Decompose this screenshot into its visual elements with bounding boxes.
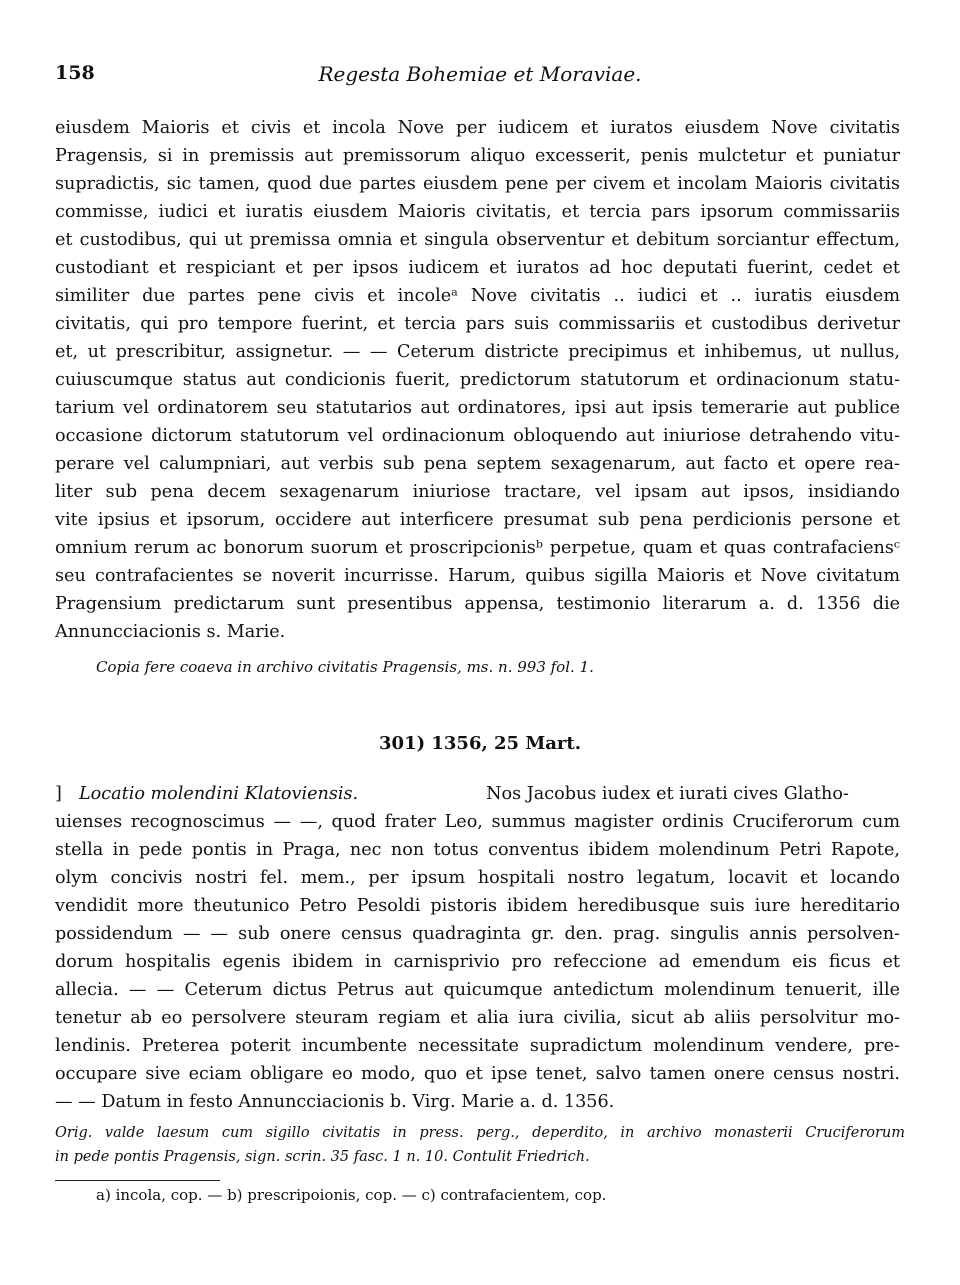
text-line: vendidit more theutunico Petro Pesoldi pistoris ibidem heredibusque suis iure hereditario (55, 896, 900, 916)
document-heading: 301) 1356, 25 Mart. (379, 733, 581, 754)
text-line: Annuncciacionis s. Marie. (55, 622, 286, 642)
text-line: cuiuscumque status aut condicionis fuerit, predictorum statutorum et ordinacionum statu- (55, 370, 900, 390)
text-line: commisse, iudici et iuratis eiusdem Maioris civitatis, et tercia pars ipsorum commissariis (55, 202, 900, 222)
text-line: stella in pede pontis in Praga, nec non totus conventus ibidem molendinum Petri Rapote, (55, 840, 900, 860)
page-number: 158 (55, 62, 95, 84)
footnotes: a) incola, cop. — b) prescripoionis, cop. — c) contrafacientem, cop. (96, 1186, 607, 1204)
document-first-line (55, 780, 900, 808)
text-line: lendinis. Preterea poterit incumbente necessitate supradictum molendinum vendere, pre- (55, 1036, 900, 1056)
text-line: liter sub pena decem sexagenarum iniuriose tractare, vel ipsam aut ipsos, insidiando (55, 482, 900, 502)
text-line: vite ipsius et ipsorum, occidere aut interficere presumat sub pena perdicionis persone et (55, 510, 900, 530)
document-body (55, 780, 900, 1116)
note-line: Orig. valde laesum cum sigillo civitatis in press. perg., deperdito, in archivo monasterii Cruciferorum (55, 1125, 905, 1141)
text-line: eiusdem Maioris et civis et incola Nove per iudicem et iuratos eiusdem Nove civitatis (55, 118, 900, 138)
original-source-note (55, 1121, 905, 1169)
text-line: similiter due partes pene civis et incoleᵃ Nove civitatis .. iudici et .. iuratis eiusdem (55, 286, 900, 306)
text-line: civitatis, qui pro tempore fuerint, et tercia pars suis commissariis et custodibus derivetur (55, 314, 900, 334)
text-line: Pragensis, si in premissis aut premissorum aliquo excesserit, penis mulctetur et puniatur (55, 146, 900, 166)
running-head: Regesta Bohemiae et Moraviae. (318, 62, 642, 86)
source-note: Copia fere coaeva in archivo civitatis Pragensis, ms. n. 993 fol. 1. (96, 658, 594, 676)
text-line: seu contrafacientes se noverit incurrisse. Harum, quibus sigilla Maioris et Nove civitatum (55, 566, 900, 586)
text-line: et custodibus, qui ut premissa omnia et singula observentur et debitum sorciantur effectum, (55, 230, 900, 250)
text-line: omnium rerum ac bonorum suorum et proscripcionisᵇ perpetue, quam et quas contrafaciensᶜ (55, 538, 900, 558)
text-line: occasione dictorum statutorum vel ordinacionum obloquendo aut iniuriose detrahendo vitu- (55, 426, 900, 446)
bracket-mark: ] (55, 784, 62, 804)
text-line: et, ut prescribitur, assignetur. — — Ceterum districte precipimus et inhibemus, ut nullus, (55, 342, 900, 362)
text-line: uienses recognoscimus — —, quod frater Leo, summus magister ordinis Cruciferorum cum (55, 812, 900, 832)
continued-paragraph (55, 114, 900, 646)
text-line: allecia. — — Ceterum dictus Petrus aut quicumque antedictum molendinum tenuerit, ille (55, 980, 900, 1000)
text-line: olym concivis nostri fel. mem., per ipsum hospitali nostro legatum, locavit et locando (55, 868, 900, 888)
text-line: Pragensium predictarum sunt presentibus appensa, testimonio literarum a. d. 1356 die (55, 594, 900, 614)
text-line: dorum hospitalis egenis ibidem in carnisprivio pro refeccione ad emendum eis ficus et (55, 952, 900, 972)
text-line: perare vel calumpniari, aut verbis sub pena septem sexagenarum, aut facto et opere rea- (55, 454, 900, 474)
page-header (55, 62, 905, 92)
text-line: tenetur ab eo persolvere steuram regiam et alia iura civilia, sicut ab aliis persolvitur mo- (55, 1008, 900, 1028)
text-line: custodiant et respiciant et per ipsos iudicem et iuratos ad hoc deputati fuerint, cedet et (55, 258, 900, 278)
text-line: Nos Jacobus iudex et iurati cives Glatho- (486, 784, 849, 804)
text-line: — — Datum in festo Annuncciacionis b. Virg. Marie a. d. 1356. (55, 1092, 615, 1112)
note-line: in pede pontis Pragensis, sign. scrin. 35 fasc. 1 n. 10. Contulit Friedrich. (55, 1149, 590, 1165)
text-line: tarium vel ordinatorem seu statutarios aut ordinatores, ipsi aut ipsis temerarie aut publice (55, 398, 900, 418)
footnote-rule (55, 1180, 220, 1181)
text-line: supradictis, sic tamen, quod due partes eiusdem pene per civem et incolam Maioris civitatis (55, 174, 900, 194)
document-title: Locatio molendini Klatoviensis. (79, 784, 359, 804)
text-line: occupare sive eciam obligare eo modo, quo et ipse tenet, salvo tamen onere census nostri. (55, 1064, 900, 1084)
text-line: possidendum — — sub onere census quadraginta gr. den. prag. singulis annis persolven- (55, 924, 900, 944)
